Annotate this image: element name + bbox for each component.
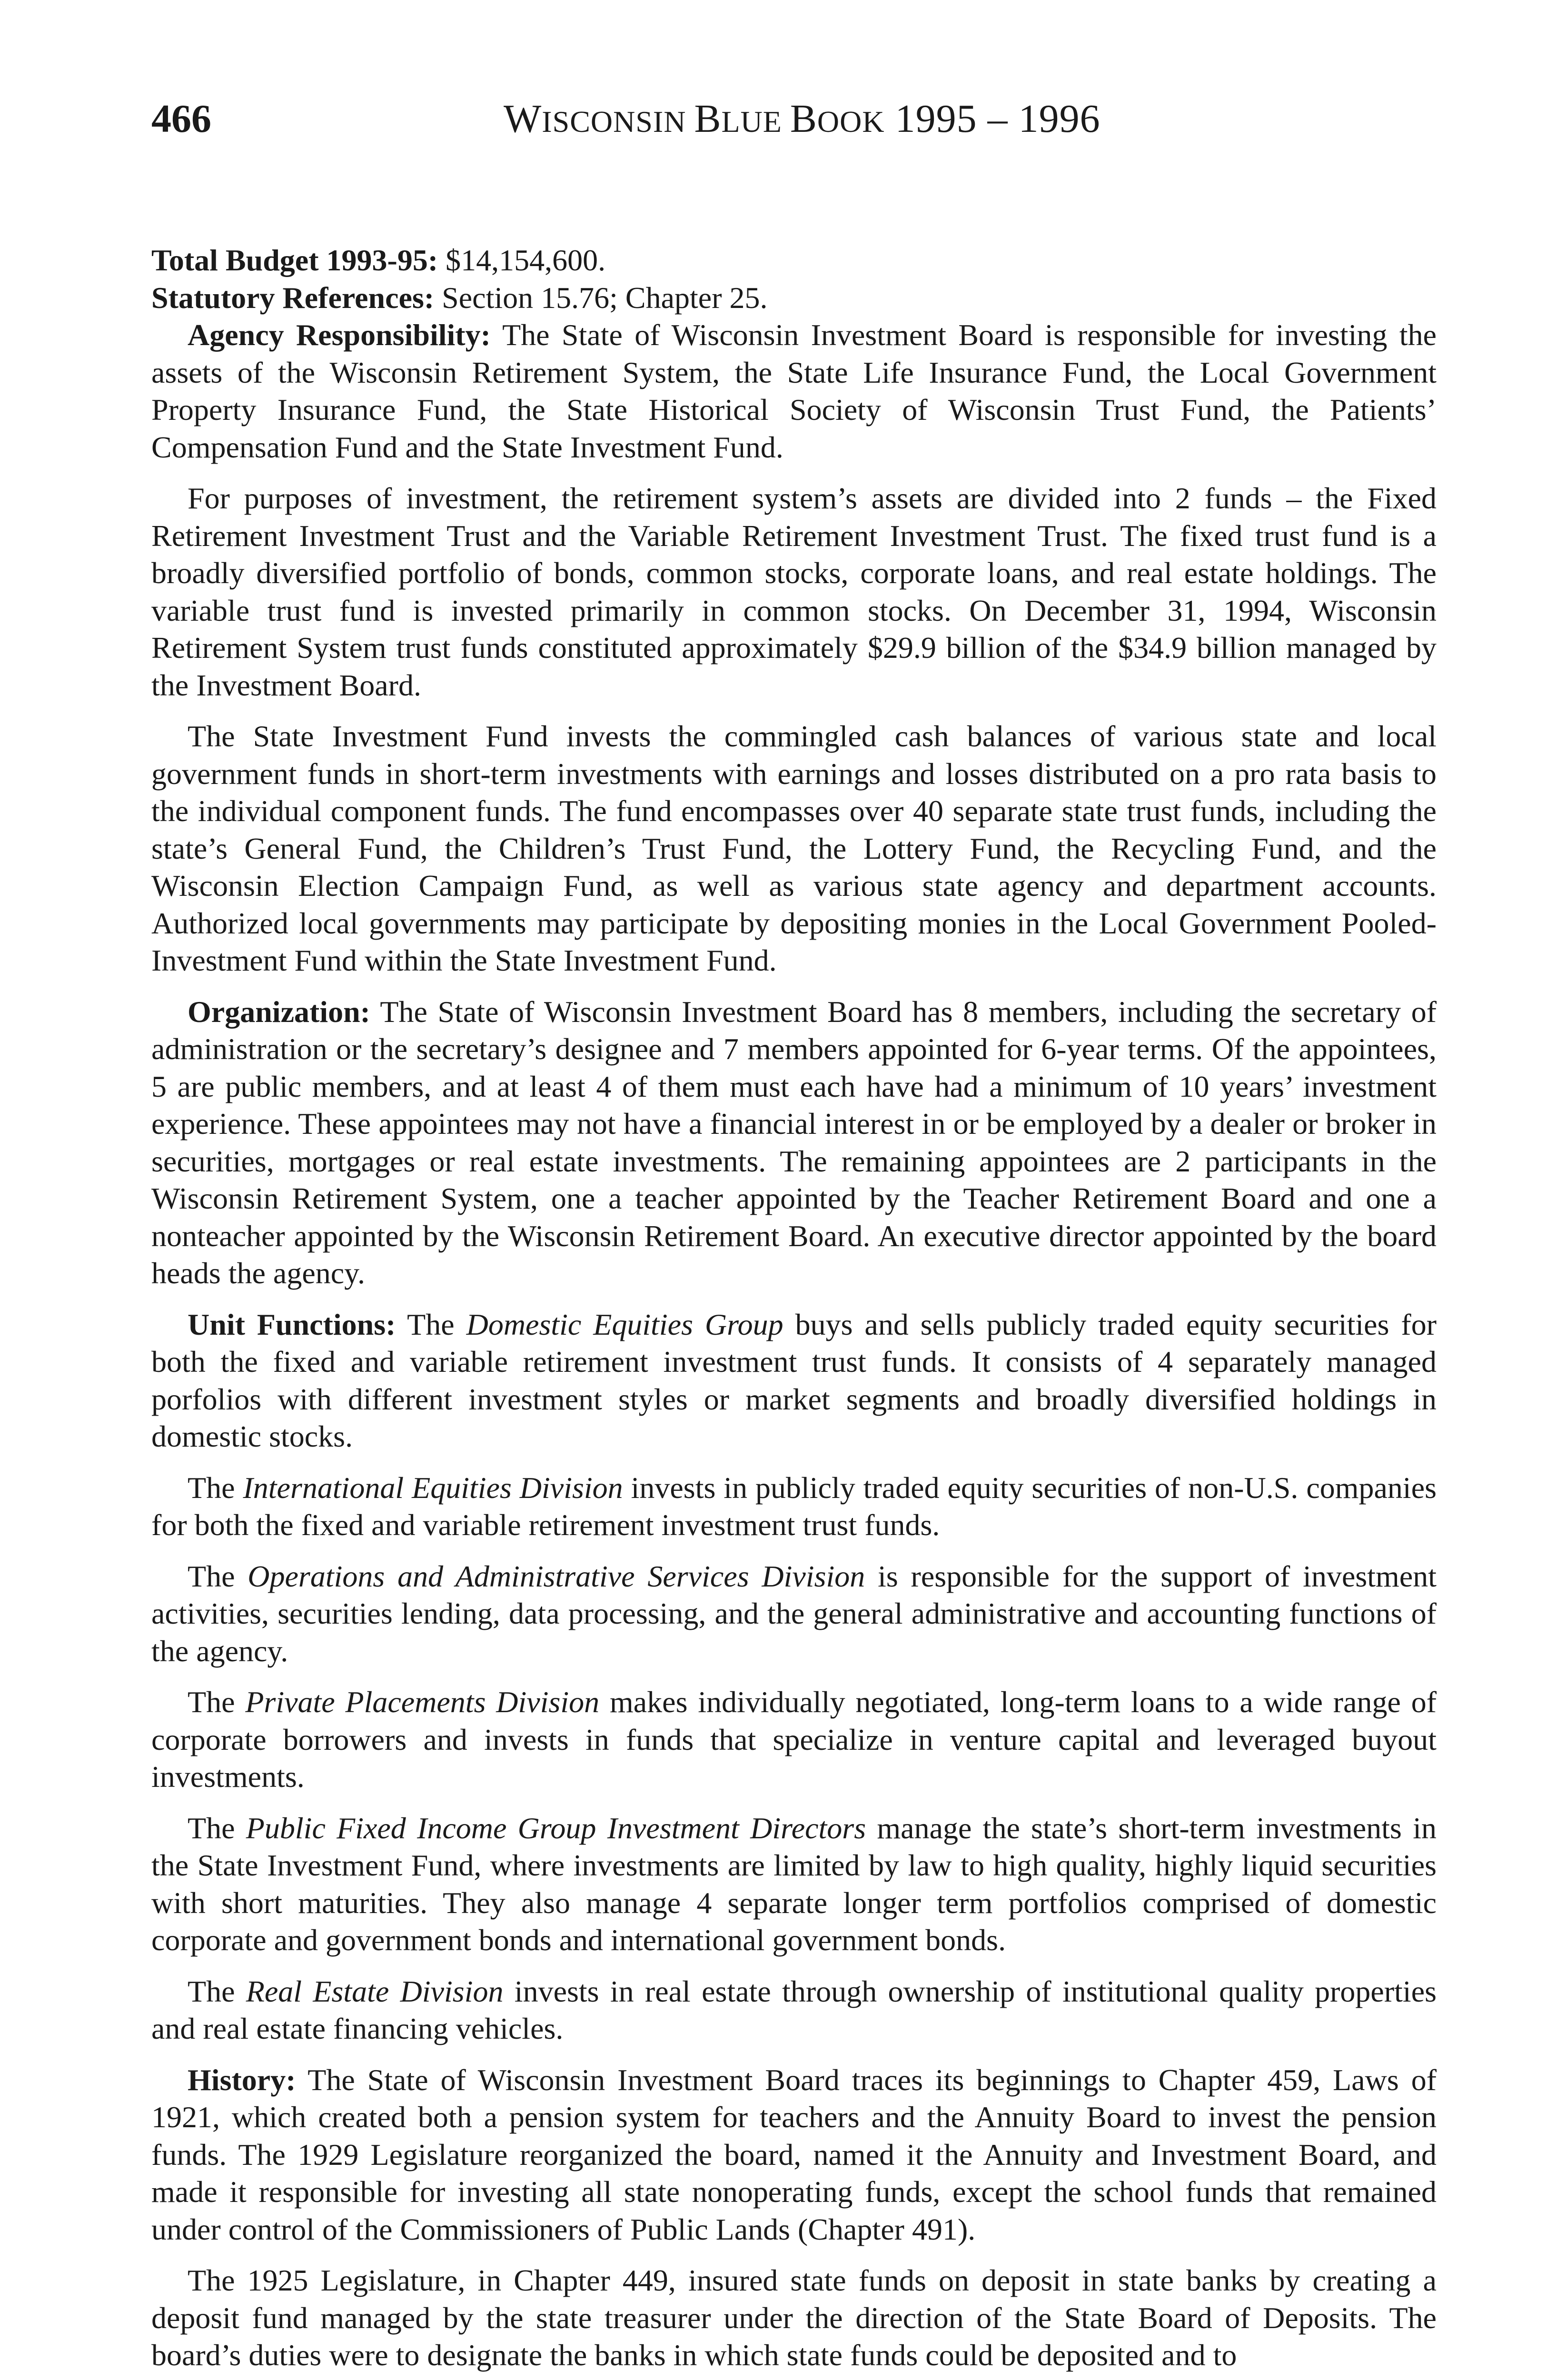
title-part-lue: LUE [721, 105, 790, 139]
history-deposits-paragraph: The 1925 Legislature, in Chapter 449, insured state funds on deposit in state banks by creating a deposit fund managed by the state treasurer under the direction of the State Board of Deposits. The board’s duties were to designate the banks in which state funds could be deposited and to [151, 2263, 1437, 2372]
unit-functions-domestic [151, 1306, 1437, 1456]
operations-division-text: is responsible for the support of investment activities, securities lending, data processing, and the general administrative and accounting functions of the agency. [151, 1559, 1437, 1668]
total-budget-value: $14,154,600. [438, 243, 606, 277]
page-number: 466 [151, 97, 211, 141]
real-estate-division-name: Real Estate Division [246, 1974, 504, 2008]
history [151, 2062, 1437, 2249]
organization-label: Organization: [188, 994, 370, 1029]
agency-responsibility-text: The State of Wisconsin Investment Board is responsible for investing the assets of the Wisconsin Retirement System, the State Life Insurance Fund, the Local Government Property Insurance Fund, the State Historical Society of Wisconsin Trust Fund, the Patients’ Compensation Fund and the State Investment Fund. [151, 318, 1437, 464]
agency-responsibility-label: Agency Responsibility: [188, 318, 491, 352]
title-years: 1995 – 1996 [884, 97, 1100, 141]
retirement-funds-paragraph: For purposes of investment, the retirement system’s assets are divided into 2 funds – the Fixed Retirement Investment Trust and the Variable Retirement Investment Trust. The fixed trust fund is a broadly diversified portfolio of bonds, common stocks, corporate loans, and real estate holdings. The variable trust fund is invested primarily in common stocks. On December 31, 1994, Wisconsin Retirement System trust funds constituted approximately $29.9 billion of the $34.9 billion managed by the Investment Board. [151, 481, 1437, 702]
public-fixed-income-text: manage the state’s short-term investments in the State Investment Fund, where investments are limited by law to high quality, highly liquid securities with short maturities. They also manage 4 separate longer term portfolios comprised of domestic corporate and government bonds and international government bonds. [151, 1811, 1437, 1957]
realestate-pre: The [188, 1974, 246, 2008]
total-budget [151, 242, 1437, 279]
state-investment-fund-paragraph: The State Investment Fund invests the commingled cash balances of various state and local government funds in short-term investments with earnings and losses distributed on a pro rata basis to the individual component funds. The fund encompasses over 40 separate state trust funds, including the state’s General Fund, the Children’s Trust Fund, the Lottery Fund, the Recycling Fund, and the Wisconsin Election Campaign Fund, as well as various state agency and department accounts. Authorized local governments may participate by depositing monies in the Local Government Pooled-Investment Fund within the State Investment Fund. [151, 719, 1437, 977]
organization-text: The State of Wisconsin Investment Board has 8 members, including the secretary of administration or the secretary’s designee and 7 members appointed for 6-year terms. Of the appointees, 5 are public members, and at least 4 of them must each have had a minimum of 10 years’ investment experience. These appointees may not have a financial interest in or be employed by a dealer or broker in securities, mortgages or real estate investments. The remaining appointees are 2 participants in the Wisconsin Retirement System, one a teacher appointed by the Teacher Retirement Board and one a nonteacher appointed by the Wisconsin Retirement Board. An executive director appointed by the board heads the agency. [151, 994, 1437, 1290]
statutory-references-label: Statutory References: [151, 280, 435, 315]
statutory-references-value: Section 15.76; Chapter 25. [434, 280, 768, 315]
public-pre: The [188, 1811, 246, 1845]
public-fixed-income-name: Public Fixed Income Group Investment Directors [246, 1811, 866, 1845]
unit-functions-private-placements [151, 1684, 1437, 1796]
running-head [151, 90, 1437, 148]
history-text: The State of Wisconsin Investment Board traces its beginnings to Chapter 459, Laws of 1921, which created both a pension system for teachers and the Annuity Board to invest the pension funds. The 1929 Legislature reorganized the board, named it the Annuity and Investment Board, and made it responsible for investing all state nonoperating funds, except the school funds that remained under control of the Commissioners of Public Lands (Chapter 491). [151, 2063, 1437, 2246]
unit-functions-public-fixed-income [151, 1810, 1437, 1959]
agency-responsibility [151, 317, 1437, 466]
history-label: History: [188, 2063, 296, 2097]
unit-functions-real-estate [151, 1973, 1437, 2048]
real-estate-division-text: invests in real estate through ownership of institutional quality properties and real estate financing vehicles. [151, 1974, 1437, 2045]
private-placements-name: Private Placements Division [245, 1685, 600, 1719]
private-pre: The [188, 1685, 246, 1719]
domestic-pre: The [396, 1307, 466, 1341]
body-text [151, 242, 1437, 2374]
private-placements-text: makes individually negotiated, long-term loans to a wide range of corporate borrowers and invests in funds that specialize in venture capital and leveraged buyout investments. [151, 1685, 1437, 1794]
title-initial-w: W [504, 97, 542, 141]
organization [151, 993, 1437, 1292]
title-initial-b2: B [790, 97, 817, 141]
international-equities-name: International Equities Division [243, 1470, 623, 1505]
title-initial-b: B [694, 97, 722, 141]
unit-functions-international [151, 1469, 1437, 1544]
domestic-equities-name: Domestic Equities Group [466, 1307, 783, 1341]
statutory-references [151, 279, 1437, 317]
domestic-equities-text: buys and sells publicly traded equity securities for both the fixed and variable retirement investment trust funds. It consists of 4 separately managed porfolios with different investment styles or market segments and broadly diversified holdings in domestic stocks. [151, 1307, 1437, 1453]
title-part-isconsin: ISCONSIN [542, 105, 694, 139]
unit-functions-operations [151, 1558, 1437, 1670]
unit-functions-label: Unit Functions: [188, 1307, 396, 1341]
title-part-ook: OOK [817, 105, 885, 139]
international-pre: The [188, 1470, 243, 1505]
operations-division-name: Operations and Administrative Services Division [248, 1559, 865, 1593]
international-equities-text: invests in publicly traded equity securities of non-U.S. companies for both the fixed and variable retirement investment trust funds. [151, 1470, 1437, 1542]
operations-pre: The [188, 1559, 248, 1593]
book-title [504, 90, 1100, 150]
total-budget-label: Total Budget 1993-95: [151, 243, 438, 277]
